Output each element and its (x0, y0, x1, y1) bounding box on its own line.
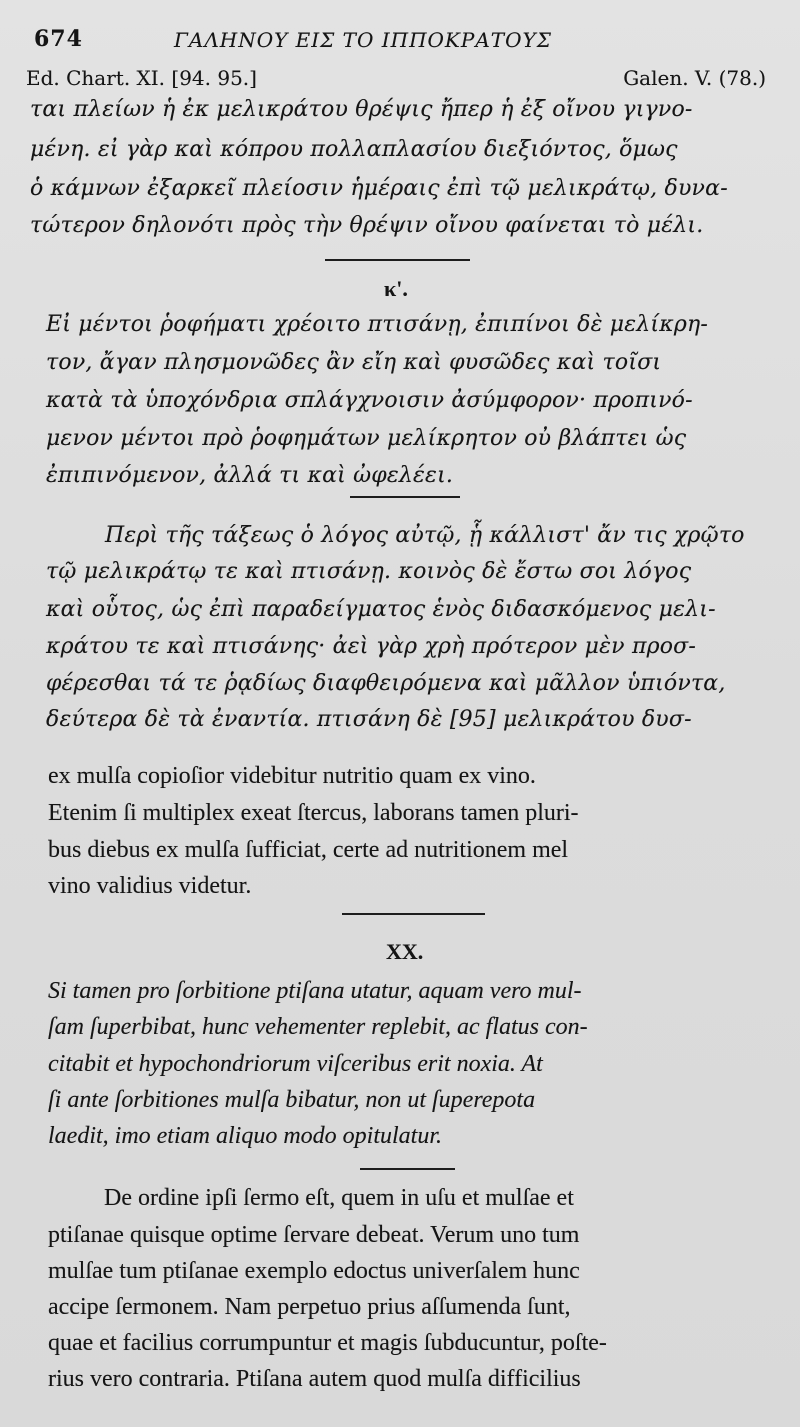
greek-section-label: κ'. (384, 276, 408, 301)
latin-paragraph-1-line-2: Etenim ſi multiplex exeat ſtercus, laborans tamen pluri- (48, 800, 579, 826)
page-header (34, 26, 774, 66)
latin-aphorism-line-2: ſam ſuperbibat, hunc vehementer replebit, ac flatus con- (48, 1014, 588, 1040)
latin-paragraph-1-line-1: ex mulſa copioſior videbitur nutritio quam ex vino. (48, 763, 536, 789)
greek-aphorism-line-5: ἐπιπινόμενον, ἀλλά τι καὶ ὠφελέει. (46, 463, 454, 488)
greek-commentary-line-2: τῷ μελικράτῳ τε καὶ πτισάνῃ. κοινὸς δὲ ἔστω σοι λόγος (46, 559, 692, 584)
greek-aphorism-line-3: κατὰ τὰ ὑποχόνδρια σπλάγχνοισιν ἀσύμφορον· προπινό- (46, 388, 693, 413)
latin-commentary-line-3: mulſae tum ptiſanae exemplo edoctus univerſalem hunc (48, 1258, 580, 1284)
latin-section-separator (342, 913, 485, 915)
greek-commentary-line-3: καὶ οὗτος, ὡς ἐπὶ παραδείγματος ἑνὸς διδασκόμενος μελι- (46, 597, 716, 622)
latin-paragraph-1-line-4: vino validius videtur. (48, 873, 252, 899)
page-number: 674 (34, 26, 83, 52)
latin-commentary-line-4: accipe ſermonem. Nam perpetuo prius aſſumenda ſunt, (48, 1294, 571, 1320)
edition-reference-line (26, 66, 766, 96)
latin-aphorism-line-3: citabit et hypochondriorum viſceribus erit noxia. At (48, 1051, 543, 1077)
latin-section-label: XX. (386, 939, 424, 964)
greek-commentary-line-4: κράτου τε καὶ πτισάνης· ἀεὶ γὰρ χρὴ πρότερον μὲν προσ- (46, 634, 697, 659)
latin-commentary-separator (360, 1168, 455, 1170)
greek-commentary-line-5: φέρεσθαι τά τε ῥᾳδίως διαφθειρόμενα καὶ μᾶλλον ὑπιόντα, (46, 671, 726, 696)
greek-commentary-separator (350, 496, 460, 498)
greek-aphorism-line-2: τον, ἄγαν πλησμονῶδες ἂν εἴη καὶ φυσῶδες καὶ τοῖσι (46, 350, 662, 375)
greek-paragraph-1-line-3: ὁ κάμνων ἐξαρκεῖ πλείοσιν ἡμέραις ἐπὶ τῷ μελικράτῳ, δυνα- (30, 176, 728, 201)
greek-commentary-line-6: δεύτερα δὲ τὰ ἐναντία. πτισάνη δὲ [95] μελικράτου δυσ- (46, 707, 692, 732)
greek-section-separator (325, 259, 470, 261)
latin-aphorism-line-4: ſi ante ſorbitiones mulſa bibatur, non ut ſuperepota (48, 1087, 536, 1113)
latin-commentary-line-5: quae et facilius corrumpuntur et magis ſubducuntur, poſte- (48, 1330, 607, 1356)
greek-aphorism-line-4: μενον μέντοι πρὸ ῥοφημάτων μελίκρητον οὐ βλάπτει ὡς (46, 426, 687, 451)
edition-left-reference: Ed. Chart. XI. [94. 95.] (26, 66, 257, 90)
latin-aphorism-line-1: Si tamen pro ſorbitione ptiſana utatur, aquam vero mul- (48, 978, 582, 1004)
latin-commentary-line-2: ptiſanae quisque optime ſervare debeat. Verum uno tum (48, 1222, 580, 1248)
greek-aphorism-line-1: Εἰ μέντοι ῥοφήματι χρέοιτο πτισάνῃ, ἐπιπίνοι δὲ μελίκρη- (46, 312, 709, 337)
latin-paragraph-1-line-3: bus diebus ex mulſa ſufficiat, certe ad nutritionem mel (48, 837, 569, 863)
greek-paragraph-1-line-1: ται πλείων ἡ ἐκ μελικράτου θρέψις ἤπερ ἡ ἐξ οἴνου γιγνο- (30, 97, 693, 122)
running-title: ΓΑΛΗΝΟΥ ΕΙΣ ΤΟ ΙΠΠΟΚΡΑΤΟΥΣ (174, 28, 552, 52)
greek-commentary-line-1: Περὶ τῆς τάξεως ὁ λόγος αὐτῷ, ᾗ κάλλιστ' ἄν τις χρῷτο (105, 523, 745, 548)
edition-right-reference: Galen. V. (78.) (623, 66, 766, 90)
greek-paragraph-1-line-2: μένη. εἰ γὰρ καὶ κόπρου πολλαπλασίου διεξιόντος, ὅμως (30, 137, 678, 162)
latin-commentary-line-6: rius vero contraria. Ptiſana autem quod mulſa difficilius (48, 1366, 581, 1392)
latin-aphorism-line-5: laedit, imo etiam aliquo modo opitulatur. (48, 1123, 442, 1149)
greek-paragraph-1-line-4: τώτερον δηλονότι πρὸς τὴν θρέψιν οἴνου φαίνεται τὸ μέλι. (30, 213, 704, 238)
latin-commentary-line-1: De ordine ipſi ſermo eſt, quem in uſu et mulſae et (104, 1185, 574, 1211)
